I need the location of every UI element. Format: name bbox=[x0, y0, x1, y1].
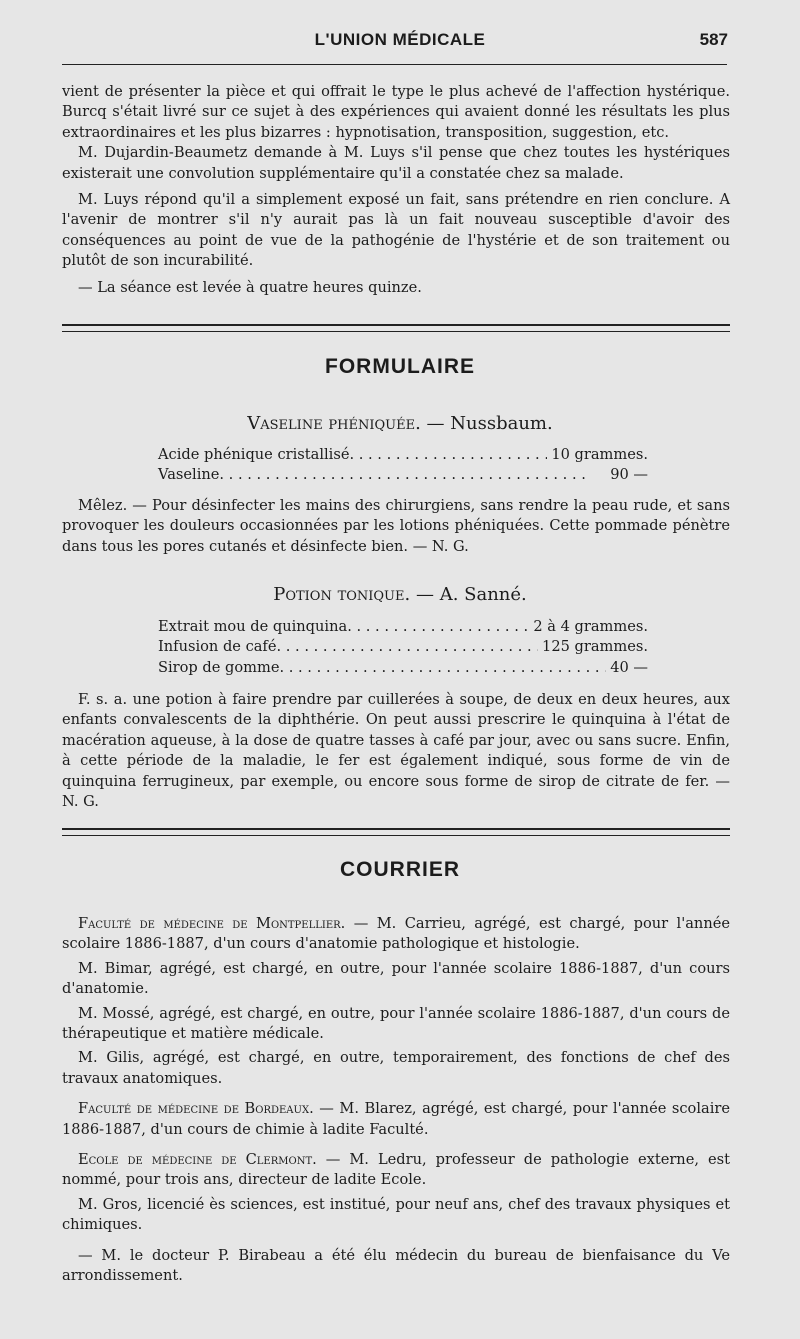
intro-text bbox=[62, 82, 730, 298]
leader-dots bbox=[349, 445, 547, 465]
intro-paragraph: M. Luys répond qu'il a simplement exposé un fait, sans prétendre en rien conclure. A l'avenir de montrer s'il n'y aurait pas là un fait nouveau susceptible d'avoir des conséquences au point de vue de la pathogénie de l'hystérie et de son traitement ou plutôt de son incurabilité. bbox=[62, 191, 730, 270]
ingredient-name: Extrait mou de quinquina bbox=[158, 618, 348, 635]
news-text: — M. Carrieu, agrégé, est chargé, pour l'année scolaire 1886-1887, d'un cours d'anatomie pathologique et histologie. bbox=[62, 915, 730, 953]
running-header bbox=[0, 30, 800, 60]
courrier-heading: COURRIER bbox=[339, 858, 460, 881]
page-number: 587 bbox=[699, 30, 728, 49]
intro-paragraph: — La séance est levée à quatre heures quinze. bbox=[78, 278, 422, 296]
courrier-text bbox=[62, 914, 730, 1287]
formula-name: Vaseline phéniquée. bbox=[247, 413, 421, 434]
ingredient-name: Infusion de café bbox=[158, 638, 277, 656]
formula-note bbox=[62, 690, 730, 812]
leader-dots bbox=[279, 658, 606, 678]
formulaire-heading: FORMULAIRE bbox=[325, 355, 475, 378]
ingredient-name: Acide phénique cristallisé bbox=[158, 446, 350, 463]
formula-note-text: F. s. a. une potion à faire prendre par cuillerées à soupe, de deux en deux heures, aux enfants convalescents de la diphthérie. On peut aussi prescrire le quinquina à l'état de macération aqueuse, à la dose de quatre tasses à café par jour, avec ou sans sucre. Enfin, à cette période de la maladie, le fer est également indiqué, sous forme de vin de quinquina ferrugineux, par exemple, ou encore sous forme de sirop de citrate de fer. — N. G. bbox=[62, 691, 730, 811]
ingredient-quantity: 40 — bbox=[610, 658, 648, 676]
ingredient-row bbox=[158, 658, 648, 678]
ingredient-name: Vaseline bbox=[158, 466, 220, 484]
section-divider bbox=[62, 324, 730, 332]
ingredient-row bbox=[158, 617, 648, 637]
leader-dots bbox=[219, 465, 606, 485]
formula-author: — Nussbaum. bbox=[426, 413, 553, 434]
ingredient-name: Sirop de gomme bbox=[158, 658, 280, 676]
formula-author: — A. Sanné. bbox=[415, 584, 527, 605]
ingredient-quantity: 125 grammes. bbox=[542, 638, 648, 656]
news-paragraph: M. Gilis, agrégé, est chargé, en outre, temporairement, des fonctions de chef des travaux anatomiques. bbox=[62, 1049, 730, 1087]
institution-name: Faculté de médecine de Montpellier. bbox=[78, 915, 346, 932]
news-paragraph bbox=[62, 1150, 730, 1191]
ingredient-quantity: 10 grammes. bbox=[551, 446, 648, 463]
news-paragraph: M. Gros, licencié ès sciences, est institué, pour neuf ans, chef des travaux physiques et chimiques. bbox=[62, 1195, 730, 1234]
ingredients-list bbox=[158, 617, 648, 678]
intro-paragraph: M. Dujardin-Beaumetz demande à M. Luys s'il pense que chez toutes les hystériques existerait une convolution supplémentaire qu'il a constatée chez sa malade. bbox=[62, 144, 730, 182]
news-paragraph: M. Bimar, agrégé, est chargé, en outre, pour l'année scolaire 1886-1887, d'un cours d'anatomie. bbox=[62, 959, 730, 998]
leader-dots bbox=[276, 637, 538, 657]
ingredient-quantity: 2 à 4 grammes. bbox=[533, 618, 648, 635]
news-paragraph bbox=[62, 1099, 730, 1140]
institution-name: Ecole de médecine de Clermont. bbox=[78, 1151, 317, 1169]
leader-dots bbox=[347, 617, 529, 637]
header-rule bbox=[62, 64, 727, 65]
ingredient-row bbox=[158, 445, 648, 465]
ingredient-row bbox=[158, 465, 648, 485]
news-paragraph bbox=[62, 914, 730, 955]
ingredient-row bbox=[158, 637, 648, 657]
intro-paragraph: vient de présenter la pièce et qui offrait le type le plus achevé de l'affection hystérique. Burcq s'était livré sur ce sujet à des expériences qui avaient donné les résultats les plus extraordinaires et les plus bizarres : hypnotisation, transposition, suggestion, etc. bbox=[62, 83, 730, 141]
institution-name: Faculté de médecine de Bordeaux. bbox=[78, 1100, 314, 1118]
news-text: — M. Blarez, agrégé, est chargé, pour l'année scolaire 1886-1887, d'un cours de chimie à ladite Faculté. bbox=[62, 1100, 730, 1138]
section-divider bbox=[62, 828, 730, 836]
ingredients-list bbox=[158, 445, 648, 486]
journal-title: L'UNION MÉDICALE bbox=[314, 30, 486, 49]
ingredient-quantity: 90 — bbox=[610, 466, 648, 484]
news-text: — M. Ledru, professeur de pathologie externe, est nommé, pour trois ans, directeur de ladite Ecole. bbox=[62, 1151, 730, 1189]
formula-name: Potion tonique. bbox=[273, 584, 411, 605]
news-paragraph: M. Mossé, agrégé, est chargé, en outre, pour l'année scolaire 1886-1887, d'un cours de thérapeutique et matière médicale. bbox=[62, 1004, 730, 1043]
formula-title bbox=[0, 413, 800, 434]
formula-note-text: Mêlez. — Pour désinfecter les mains des chirurgiens, sans rendre la peau rude, et sans provoquer les douleurs occasionnées par les lotions phéniquées. Cette pommade pénètre dans tous les pores cutanés et désinfecte bien. — N. G. bbox=[62, 497, 730, 555]
formula-title bbox=[0, 584, 800, 605]
news-paragraph: — M. le docteur P. Birabeau a été élu médecin du bureau de bienfaisance du Ve arrondissement. bbox=[62, 1246, 730, 1285]
formula-note bbox=[62, 496, 730, 557]
